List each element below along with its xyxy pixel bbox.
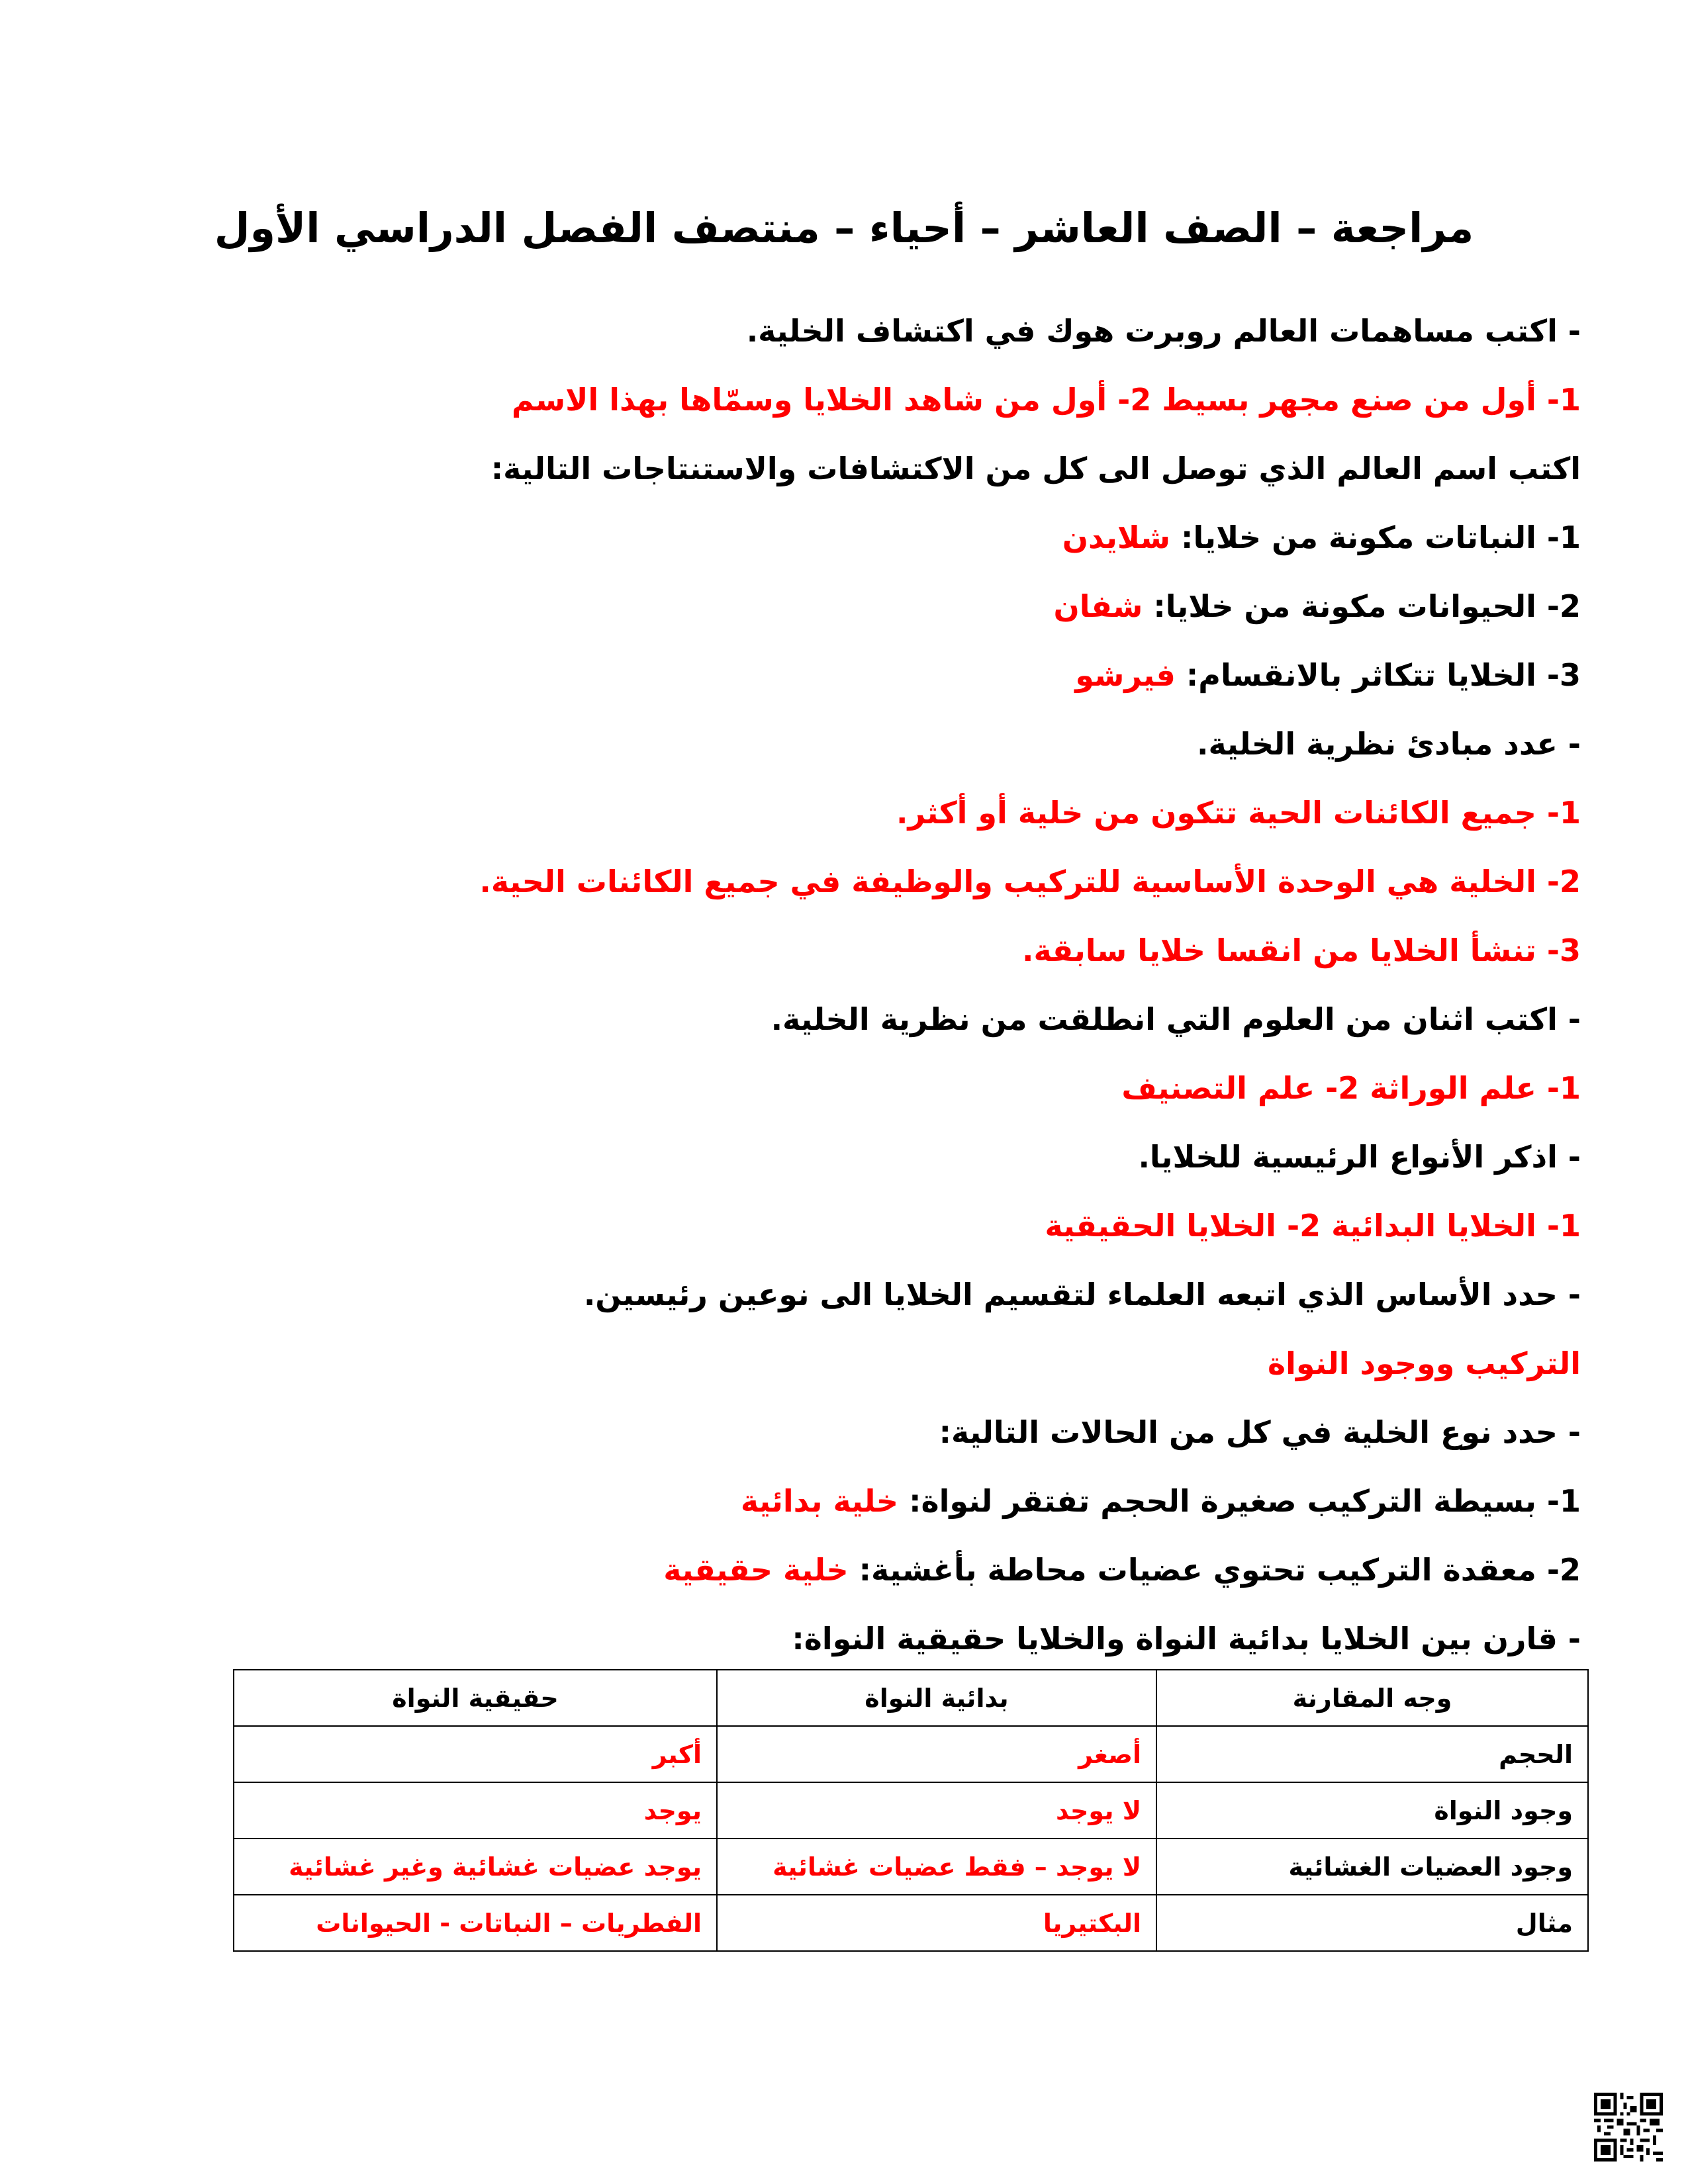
question-line: - اكتب اثنان من العلوم التي انطلقت من نظرية الخلية. [771,1001,1581,1037]
question-answer-line: 1- النباتات مكونة من خلايا: شلايدن [1062,520,1581,555]
question-answer-line: 2- معقدة التركيب تحتوي عضيات محاطة بأغشية: خلية حقيقية [663,1552,1581,1588]
question-answer-line: 1- بسيطة التركيب صغيرة الحجم تفتقر لنواة: خلية بدائية [740,1483,1581,1519]
table-cell-eukaryotic: الفطريات – النباتات - الحيوانات [234,1895,717,1951]
page-title: مراجعة – الصف العاشر – أحياء – منتصف الفصل الدراسي الأول [214,204,1474,252]
question-line: - حدد الأساس الذي اتبعه العلماء لتقسيم الخلايا الى نوعين رئيسين. [583,1277,1581,1312]
table-cell-aspect: وجود العضيات الغشائية [1156,1839,1588,1895]
table-cell-prokaryotic: لا يوجد [717,1782,1156,1839]
qr-code-icon [1594,2093,1663,2161]
table-header-cell: بدائية النواة [717,1670,1156,1726]
table-cell-eukaryotic: يوجد [234,1782,717,1839]
table-row [234,1782,1588,1839]
table-row [234,1726,1588,1782]
question-line: - حدد نوع الخلية في كل من الحالات التالية: [939,1414,1581,1450]
table-cell-aspect: الحجم [1156,1726,1588,1782]
review-lines [225,296,1581,1673]
table-header-row [234,1670,1588,1726]
table-header-cell: وجه المقارنة [1156,1670,1588,1726]
table-cell-prokaryotic: لا يوجد – فقط عضيات غشائية [717,1839,1156,1895]
answer-line: 1- الخلايا البدائية 2- الخلايا الحقيقية [1045,1208,1581,1244]
answer-line: 2- الخلية هي الوحدة الأساسية للتركيب والوظيفة في جميع الكائنات الحية. [479,864,1581,899]
question-line: - قارن بين الخلايا بدائية النواة والخلايا حقيقية النواة: [792,1621,1581,1657]
table-cell-aspect: مثال [1156,1895,1588,1951]
table-cell-eukaryotic: يوجد عضيات غشائية وغير غشائية [234,1839,717,1895]
answer-line: التركيب ووجود النواة [1267,1345,1581,1381]
table-header-cell: حقيقية النواة [234,1670,717,1726]
answer-line: 1- أول من صنع مجهر بسيط 2- أول من شاهد الخلايا وسمّاها بهذا الاسم [511,382,1581,418]
comparison-table [233,1669,1589,1952]
answer-line: 1- علم الوراثة 2- علم التصنيف [1121,1070,1581,1106]
question-answer-line: 2- الحيوانات مكونة من خلايا: شفان [1053,588,1581,624]
question-line: اكتب اسم العالم الذي توصل الى كل من الاكتشافات والاستنتاجات التالية: [491,451,1581,486]
table-cell-aspect: وجود النواة [1156,1782,1588,1839]
question-answer-line: 3- الخلايا تتكاثر بالانقسام: فيرشو [1075,657,1581,693]
table-cell-prokaryotic: البكتيريا [717,1895,1156,1951]
question-line: - اذكر الأنواع الرئيسية للخلايا. [1138,1139,1581,1175]
table-row [234,1839,1588,1895]
table-row [234,1895,1588,1951]
question-line: - اكتب مساهمات العالم روبرت هوك في اكتشاف الخلية. [746,313,1581,349]
answer-line: 3- تنشأ الخلايا من انقسا خلايا سابقة. [1022,933,1581,968]
table-cell-prokaryotic: أصغر [717,1726,1156,1782]
answer-line: 1- جميع الكائنات الحية تتكون من خلية أو أكثر. [896,795,1581,831]
table-cell-eukaryotic: أكبر [234,1726,717,1782]
question-line: - عدد مبادئ نظرية الخلية. [1196,726,1581,762]
